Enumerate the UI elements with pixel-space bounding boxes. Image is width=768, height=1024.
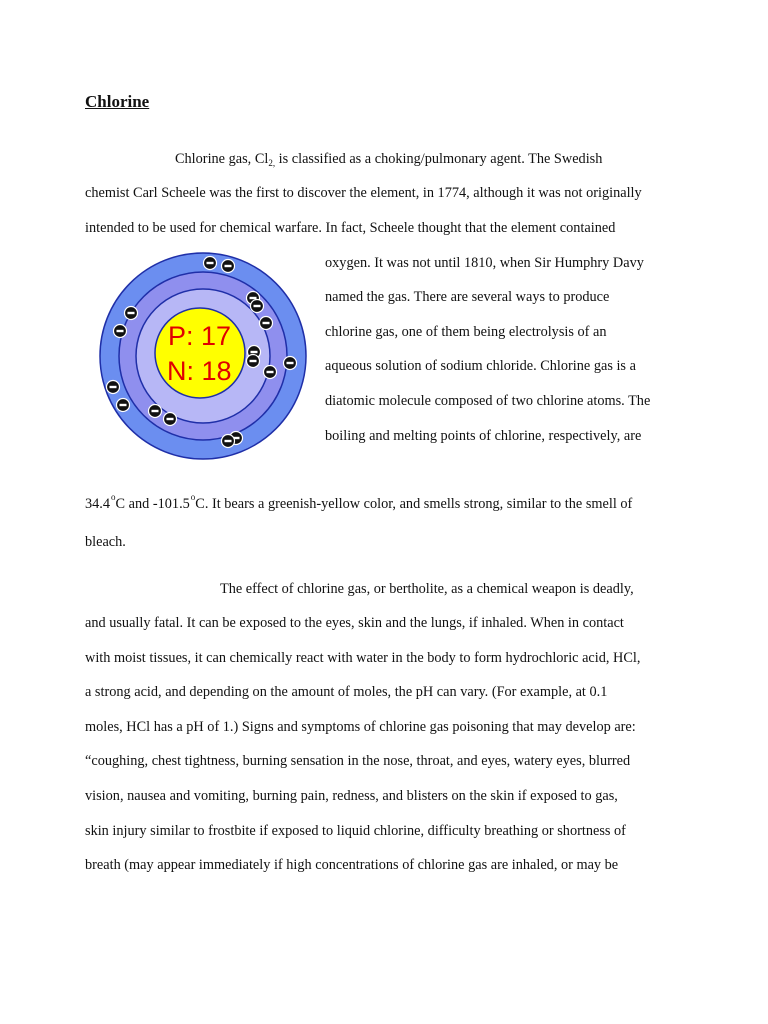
text-span: C and -101.5 bbox=[115, 496, 190, 512]
degree-symbol: o bbox=[190, 492, 196, 502]
electron bbox=[125, 307, 138, 320]
paragraph-1-line-4: oxygen. It was not until 1810, when Sir Humphry Davy bbox=[325, 255, 644, 271]
proton-count: P: 17 bbox=[168, 321, 232, 351]
neutron-count: N: 18 bbox=[167, 356, 232, 386]
paragraph-2-line-3: with moist tissues, it can chemically react with water in the body to form hydrochloric acid, HCl, bbox=[85, 650, 641, 666]
paragraph-2-line-6: “coughing, chest tightness, burning sensation in the nose, throat, and eyes, watery eyes, blurred bbox=[85, 753, 631, 769]
paragraph-1-line-8: diatomic molecule composed of two chlorine atoms. The bbox=[325, 393, 651, 409]
text-span: is classified as a choking/pulmonary agent. The Swedish bbox=[275, 151, 603, 167]
electron bbox=[107, 381, 120, 394]
paragraph-2-line-8: skin injury similar to frostbite if exposed to liquid chlorine, difficulty breathing or shortness of bbox=[85, 823, 626, 839]
paragraph-1-line-3: intended to be used for chemical warfare. In fact, Scheele thought that the element contained bbox=[85, 220, 616, 236]
paragraph-2-line-9: breath (may appear immediately if high concentrations of chlorine gas are inhaled, or may be bbox=[85, 857, 619, 873]
electron bbox=[260, 317, 273, 330]
electron bbox=[247, 355, 260, 368]
paragraph-1-line-9: boiling and melting points of chlorine, respectively, are bbox=[325, 428, 642, 444]
degree-symbol: o bbox=[111, 492, 116, 502]
paragraph-2-line-7: vision, nausea and vomiting, burning pain, redness, and blisters on the skin if exposed to gas, bbox=[85, 788, 618, 804]
paragraph-1-line-2: chemist Carl Scheele was the first to discover the element, in 1774, although it was not originally bbox=[85, 185, 642, 201]
paragraph-1-line-1 bbox=[175, 150, 602, 172]
electron bbox=[164, 413, 177, 426]
paragraph-2-line-2: and usually fatal. It can be exposed to the eyes, skin and the lungs, if inhaled. When in contact bbox=[85, 615, 624, 631]
text-span: 34.4 bbox=[85, 496, 111, 512]
electron bbox=[222, 260, 235, 273]
paragraph-1-line-5: named the gas. There are several ways to produce bbox=[325, 289, 610, 305]
chlorine-bohr-model bbox=[98, 251, 308, 461]
bohr-model-svg bbox=[98, 251, 308, 461]
electron bbox=[114, 325, 127, 338]
paragraph-2-line-1: The effect of chlorine gas, or bertholite, as a chemical weapon is deadly, bbox=[220, 581, 634, 597]
page-title: Chlorine bbox=[85, 92, 150, 111]
electron bbox=[251, 300, 264, 313]
paragraph-1-line-7: aqueous solution of sodium chloride. Chlorine gas is a bbox=[325, 358, 636, 374]
paragraph-1-line-6: chlorine gas, one of them being electrolysis of an bbox=[325, 324, 607, 340]
paragraph-2-line-5: moles, HCl has a pH of 1.) Signs and symptoms of chlorine gas poisoning that may develop are: bbox=[85, 719, 636, 735]
electron bbox=[284, 357, 297, 370]
subscript: 2, bbox=[268, 158, 276, 168]
text-span: Chlorine gas, Cl bbox=[175, 151, 269, 167]
electron bbox=[204, 257, 217, 270]
electron bbox=[149, 405, 162, 418]
text-span: C. It bears a greenish-yellow color, and smells strong, similar to the smell of bbox=[195, 496, 633, 512]
paragraph-1-line-11: bleach. bbox=[85, 534, 126, 550]
electron bbox=[222, 435, 235, 448]
paragraph-1-line-10 bbox=[85, 488, 632, 513]
paragraph-2-line-4: a strong acid, and depending on the amount of moles, the pH can vary. (For example, at 0.1 bbox=[85, 684, 608, 700]
electron bbox=[264, 366, 277, 379]
electron bbox=[117, 399, 130, 412]
